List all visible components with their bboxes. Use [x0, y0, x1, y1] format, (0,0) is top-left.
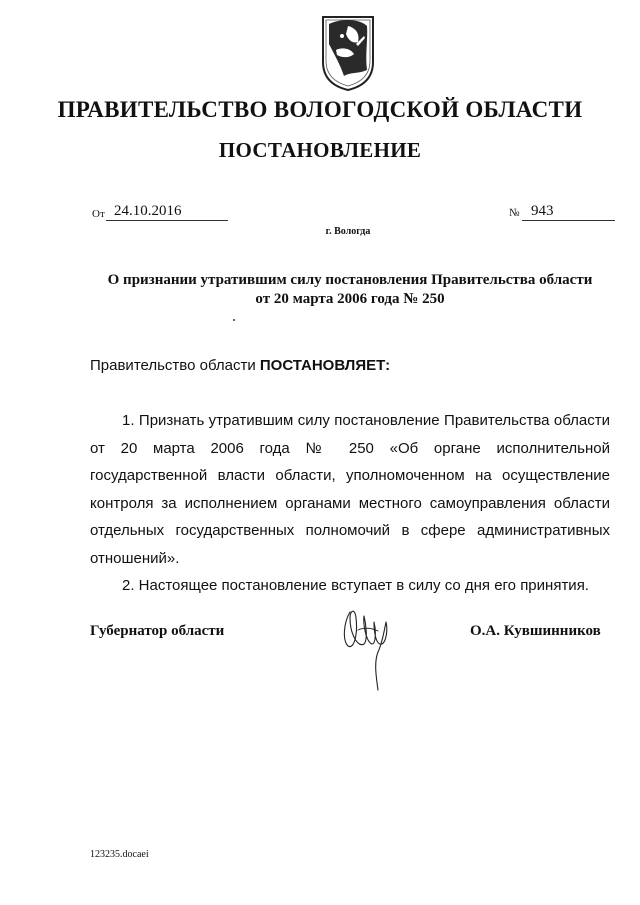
- paragraph-2: 2. Настоящее постановление вступает в силу со дня его принятия.: [122, 577, 589, 594]
- paragraph-1: 1. Признать утратившим силу постановление Правительства области от 20 марта 2006 года № 250 «Об органе исполнительной государственной власти области, уполномоченном на осуществление контроля за исполнением органами местного самоуправления области отдельных государственных полномочий в сфере административных отношений».: [90, 412, 610, 567]
- document-body: [90, 407, 610, 600]
- stray-dot: [233, 319, 235, 321]
- decree-statement: [90, 357, 390, 374]
- issue-city: г. Вологда: [325, 226, 371, 237]
- document-number: 943: [522, 202, 615, 221]
- handwritten-signature-icon: [338, 600, 398, 692]
- decree-intro: Правительство области: [90, 357, 256, 374]
- number-prefix-label: №: [509, 207, 520, 219]
- document-type-heading: ПОСТАНОВЛЕНИЕ: [218, 138, 422, 162]
- subject-line-2: от 20 марта 2006 года № 250: [255, 291, 445, 307]
- document-date: 24.10.2016: [106, 202, 228, 221]
- decree-verb: ПОСТАНОВЛЯЕТ:: [259, 357, 391, 374]
- organization-title: ПРАВИТЕЛЬСТВО ВОЛОГОДСКОЙ ОБЛАСТИ: [57, 97, 583, 122]
- file-reference: 123235.docaei: [90, 849, 149, 860]
- date-prefix-label: От: [92, 208, 105, 220]
- vologda-coat-of-arms-icon: [320, 14, 376, 92]
- document-subject: [90, 271, 610, 309]
- subject-line-1: О признании утратившим силу постановления Правительства области: [107, 272, 593, 288]
- signatory-name: О.А. Кувшинников: [470, 623, 601, 639]
- signatory-title: Губернатор области: [90, 623, 225, 639]
